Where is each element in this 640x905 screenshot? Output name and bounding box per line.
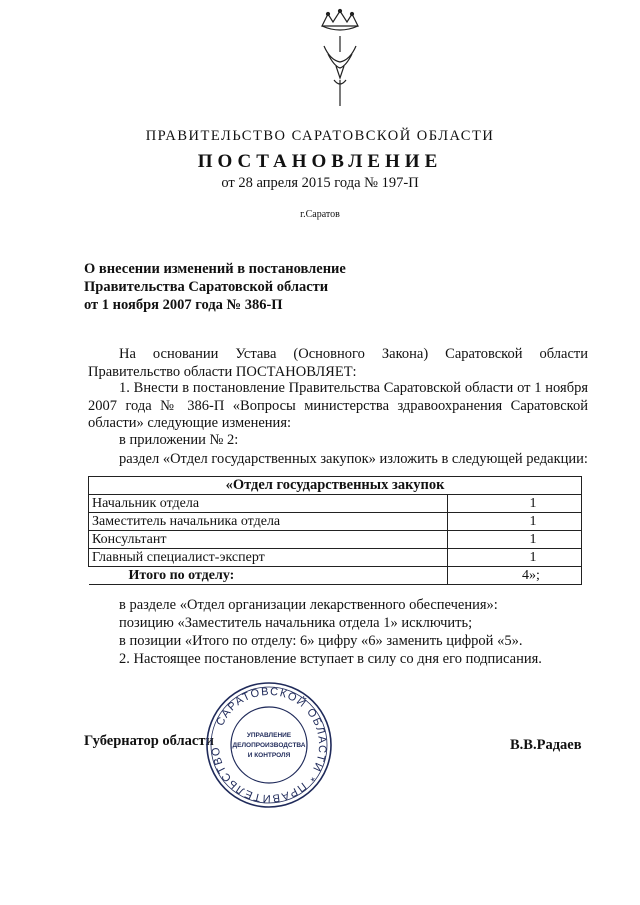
subject-line-3: от 1 ноября 2007 года № 386-П [84, 297, 283, 313]
total-label-cell: Итого по отделу: [89, 567, 448, 585]
department-positions-table [88, 476, 582, 585]
clause-1-paragraph: 1. Внести в постановление Правительства Саратовской области от 1 ноября 2007 года № 386-П «Вопросы министерства здравоохранения Саратовской области» следующие изменения: [88, 380, 588, 431]
appendix-reference: в приложении № 2: [119, 432, 239, 448]
stamp-line-2: ДЕЛОПРОИЗВОДСТВА [232, 742, 306, 749]
count-cell: 1 [448, 549, 582, 567]
position-cell: Главный специалист-эксперт [89, 549, 448, 567]
count-cell: 1 [448, 513, 582, 531]
table-total-row [89, 567, 582, 585]
document-type-title: ПОСТАНОВЛЕНИЕ [197, 151, 443, 172]
subject-line-1: О внесении изменений в постановление [84, 261, 346, 277]
amendment-exclude-line: позицию «Заместитель начальника отдела 1» исключить; [119, 615, 473, 631]
government-name: ПРАВИТЕЛЬСТВО САРАТОВСКОЙ ОБЛАСТИ [145, 128, 495, 144]
city-label: г.Саратов [300, 209, 340, 220]
section-replacement-text: раздел «Отдел государственных закупок» изложить в следующей редакции: [119, 451, 588, 467]
table-row [89, 495, 582, 513]
stamp-ring-text: САРАТОВСКОЙ ОБЛАСТИ * ПРАВИТЕЛЬСТВО [209, 685, 329, 805]
total-count-cell: 4»; [448, 567, 582, 585]
stamp-line-1: УПРАВЛЕНИЕ [246, 732, 292, 739]
signatory-title: Губернатор области [84, 733, 214, 749]
table-row [89, 549, 582, 567]
amendment-section-line: в разделе «Отдел организации лекарственного обеспечения»: [119, 597, 498, 613]
signatory-name: В.В.Радаев [510, 737, 582, 753]
position-cell: Консультант [89, 531, 448, 549]
document-subject [84, 260, 404, 314]
position-cell: Заместитель начальника отдела [89, 513, 448, 531]
subject-line-2: Правительства Саратовской области [84, 279, 329, 295]
official-stamp [204, 680, 334, 810]
count-cell: 1 [448, 495, 582, 513]
position-cell: Начальник отдела [89, 495, 448, 513]
count-cell: 1 [448, 531, 582, 549]
amendment-replace-line: в позиции «Итого по отделу: 6» цифру «6» заменить цифрой «5». [119, 633, 523, 649]
table-row [89, 531, 582, 549]
table-row [89, 513, 582, 531]
clause-2-paragraph: 2. Настоящее постановление вступает в силу со дня его подписания. [119, 651, 542, 667]
stamp-line-3: И КОНТРОЛЯ [247, 752, 291, 759]
preamble-paragraph: На основании Устава (Основного Закона) Саратовской области Правительство области ПОСТАНОВЛЯЕТ: [88, 346, 588, 380]
document-date-number: от 28 апреля 2015 года № 197-П [221, 175, 419, 191]
coat-of-arms-emblem [300, 8, 380, 118]
table-header: «Отдел государственных закупок [89, 477, 582, 495]
